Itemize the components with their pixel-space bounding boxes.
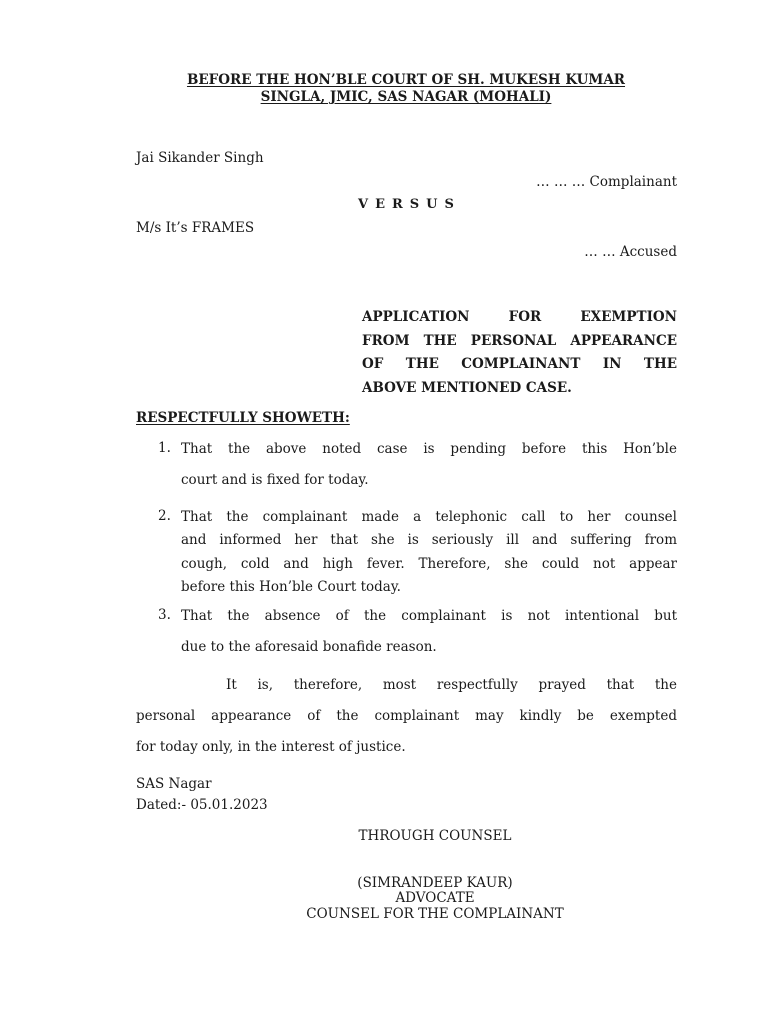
date-line: Dated:- 05.01.2023	[136, 797, 268, 813]
paragraph-number: 2.	[158, 508, 171, 524]
paragraph-line: due to the aforesaid bonafide reason.	[181, 639, 437, 655]
prayer-line: for today only, in the interest of justice.	[136, 739, 406, 755]
through-counsel: THROUGH COUNSEL	[358, 828, 512, 844]
application-subject	[362, 306, 677, 400]
court-title-line-2: SINGLA, JMIC, SAS NAGAR (MOHALI)	[260, 89, 552, 105]
paragraph-line: before this Hon’ble Court today.	[181, 578, 401, 595]
paragraph-2	[181, 508, 677, 596]
complainant-name: Jai Sikander Singh	[136, 150, 264, 166]
paragraph-line: and informed her that she is seriously ill and suffering from	[181, 532, 677, 549]
paragraph-3	[181, 607, 677, 656]
paragraph-1	[181, 440, 677, 489]
respectfully-showeth-heading: RESPECTFULLY SHOWETH:	[136, 410, 350, 426]
paragraph-line: That the complainant made a telephonic call to her counsel	[181, 509, 677, 525]
accused-role: … … Accused	[584, 244, 677, 260]
prayer-line: It is, therefore, most respectfully prayed that the	[226, 677, 677, 693]
accused-name: M/s It’s FRAMES	[136, 220, 255, 236]
paragraph-number: 1.	[158, 440, 171, 456]
paragraph-line: That the above noted case is pending before this Hon’ble	[181, 441, 677, 457]
counsel-title: ADVOCATE	[395, 890, 475, 906]
prayer-paragraph	[136, 676, 677, 769]
complainant-role: … … … Complainant	[536, 174, 677, 190]
subject-line: ABOVE MENTIONED CASE.	[362, 379, 572, 396]
paragraph-line: cough, cold and high fever. Therefore, she could not appear	[181, 555, 677, 572]
subject-line: APPLICATION FOR EXEMPTION	[362, 309, 677, 325]
subject-line: FROM THE PERSONAL APPEARANCE	[362, 332, 677, 349]
subject-line: OF THE COMPLAINANT IN THE	[362, 356, 677, 372]
versus-label: VERSUS	[358, 197, 461, 212]
court-title-line-1: BEFORE THE HON’BLE COURT OF SH. MUKESH KUMAR	[186, 72, 626, 88]
counsel-role: COUNSEL FOR THE COMPLAINANT	[306, 906, 564, 922]
paragraph-line: court and is fixed for today.	[181, 472, 369, 488]
prayer-line: personal appearance of the complainant may kindly be exempted	[136, 708, 677, 724]
place: SAS Nagar	[136, 776, 212, 792]
paragraph-number: 3.	[158, 607, 171, 623]
counsel-name: (SIMRANDEEP KAUR)	[357, 875, 513, 891]
paragraph-line: That the absence of the complainant is not intentional but	[181, 608, 677, 624]
